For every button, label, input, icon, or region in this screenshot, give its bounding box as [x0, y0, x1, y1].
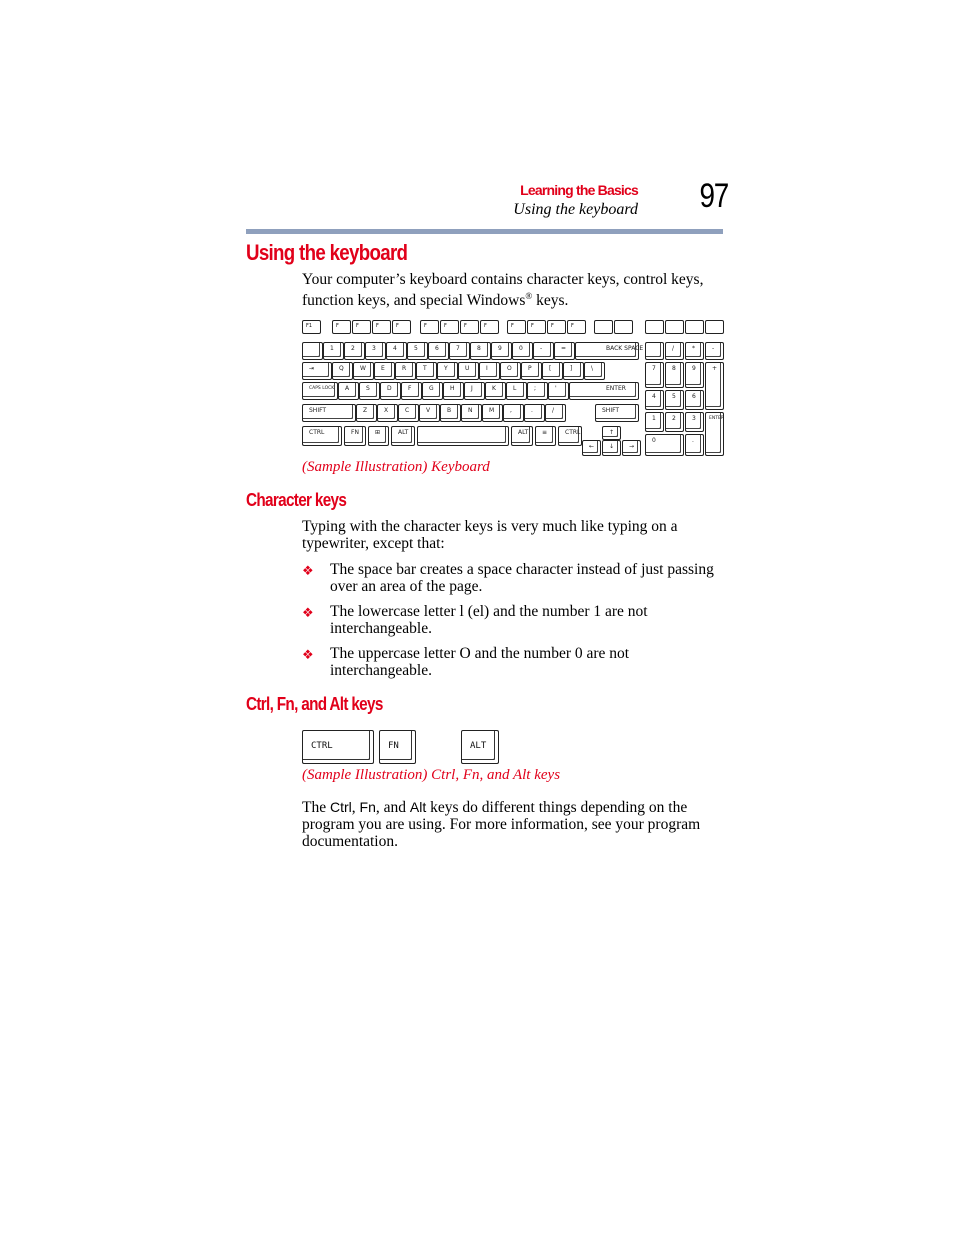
f-key: F [440, 320, 459, 334]
running-header-chapter: Learning the Basics [520, 182, 638, 198]
key-n: N [461, 404, 482, 422]
intro-line-2-end: keys. [532, 292, 569, 310]
ctrl-key: CTRL [302, 730, 374, 764]
key-alt: ALT [391, 426, 415, 446]
prtsc-key [594, 320, 613, 334]
key-w: W [353, 362, 374, 380]
key-d: D [380, 382, 401, 400]
nav-key [685, 320, 704, 334]
list-item-text [330, 603, 725, 637]
modifier-keys-line-3: documentation. [302, 833, 398, 850]
key-fn: FN [344, 426, 366, 446]
text-span: , [351, 799, 360, 816]
character-keys-paragraph [302, 518, 722, 552]
pause-key [614, 320, 633, 334]
list-item-line: The space bar creates a space character instead of just passing [330, 561, 714, 578]
list-item-text [330, 645, 725, 679]
list-item-line: interchangeable. [330, 620, 432, 637]
keyboard-caption: (Sample Illustration) Keyboard [302, 459, 490, 475]
intro-line-2 [302, 288, 722, 309]
f-key: F [420, 320, 439, 334]
key-menu: ≡ [535, 426, 556, 446]
key-bracket: [ [542, 362, 563, 380]
key-m: M [482, 404, 503, 422]
key-backtick [302, 342, 323, 360]
key-windows: ⊞ [368, 426, 389, 446]
key-left-arrow: ← [582, 440, 601, 456]
key-right-arrow: → [622, 440, 641, 456]
text-span: The [302, 799, 330, 816]
key-s: S [359, 382, 380, 400]
modifier-keys-line-2: program you are using. For more information, see your program [302, 816, 701, 833]
list-item-line: interchangeable. [330, 662, 432, 679]
key-number: 2 [344, 342, 365, 360]
key-spacebar [417, 426, 509, 446]
key-r: R [395, 362, 416, 380]
key-alt-right: ALT [511, 426, 533, 446]
key-period: . [524, 404, 545, 422]
key-v: V [419, 404, 440, 422]
key-h: H [443, 382, 464, 400]
numpad-key: 4 [645, 390, 664, 410]
header-rule [246, 229, 723, 234]
key-left-shift: SHIFT [302, 404, 356, 422]
ctrl-key-name: Ctrl [329, 799, 352, 815]
key-number: 4 [386, 342, 407, 360]
key-quote: ' [548, 382, 569, 400]
esc-key: F1 [302, 320, 321, 334]
numpad-key: 9 [685, 362, 704, 388]
key-up-arrow: ↑ [602, 426, 621, 440]
bullet-icon: ❖ [302, 605, 314, 620]
key-u: U [458, 362, 479, 380]
list-item-line: over an area of the page. [330, 578, 483, 595]
numpad-key [645, 342, 664, 360]
intro-paragraph [302, 271, 722, 309]
numpad-key: 6 [685, 390, 704, 410]
key-enter: ENTER [569, 382, 639, 400]
key-t: T [416, 362, 437, 380]
key-backslash: \ [584, 362, 605, 380]
key-semicolon: ; [527, 382, 548, 400]
numpad-plus: + [705, 362, 724, 410]
character-keys-line-1: Typing with the character keys is very much like typing on a [302, 518, 678, 535]
alt-key-name: Alt [409, 799, 427, 815]
modifier-keys-line-1 [302, 799, 722, 816]
key-number: 0 [512, 342, 533, 360]
key-x: X [377, 404, 398, 422]
character-keys-list [302, 561, 722, 687]
f-key: F [332, 320, 351, 334]
text-span: keys do different things depending on the [426, 799, 688, 816]
numpad-key: 1 [645, 412, 664, 432]
key-number: 5 [407, 342, 428, 360]
key-number: 6 [428, 342, 449, 360]
numpad-zero: 0 [645, 434, 684, 456]
f-key: F [567, 320, 586, 334]
f-key: F [460, 320, 479, 334]
key-bracket: ] [563, 362, 584, 380]
page-number: 97 [699, 177, 728, 215]
alt-key: ALT [461, 730, 499, 764]
key-l: L [506, 382, 527, 400]
key-b: B [440, 404, 461, 422]
numpad-key: 2 [665, 412, 684, 432]
f-key: F [352, 320, 371, 334]
key-i: I [479, 362, 500, 380]
key-f: F [401, 382, 422, 400]
list-item-text [330, 561, 725, 595]
numpad-key: / [665, 342, 684, 360]
intro-line-2-text: function keys, and special Windows [302, 292, 526, 310]
numpad-key: * [685, 342, 704, 360]
list-item-line: The uppercase letter O and the number 0 are not [330, 645, 630, 662]
bullet-icon: ❖ [302, 647, 314, 662]
modifier-keys-illustration [302, 730, 502, 766]
numpad-key: 5 [665, 390, 684, 410]
key-tab: ⇥ [302, 362, 332, 380]
numpad-key: - [705, 342, 724, 360]
intro-line-1: Your computer’s keyboard contains character keys, control keys, [302, 271, 704, 288]
key-ctrl: CTRL [302, 426, 342, 446]
key-q: Q [332, 362, 353, 380]
character-keys-heading: Character keys [246, 490, 347, 510]
registered-mark: ® [525, 291, 533, 301]
numpad-decimal: . [685, 434, 704, 456]
key-e: E [374, 362, 395, 380]
f-key: F [480, 320, 499, 334]
list-item-line: The lowercase letter l (el) and the number 1 are not [330, 603, 648, 620]
nav-key [705, 320, 724, 334]
modifier-keys-caption: (Sample Illustration) Ctrl, Fn, and Alt keys [302, 767, 561, 783]
modifier-keys-paragraph [302, 799, 722, 850]
numpad-enter: ENTER [705, 412, 724, 456]
key-a: A [338, 382, 359, 400]
key-z: Z [356, 404, 377, 422]
key-o: O [500, 362, 521, 380]
key-comma: , [503, 404, 524, 422]
key-g: G [422, 382, 443, 400]
key-j: J [464, 382, 485, 400]
key-number: 3 [365, 342, 386, 360]
list-item [302, 645, 722, 687]
f-key: F [372, 320, 391, 334]
key-p: P [521, 362, 542, 380]
key-down-arrow: ↓ [602, 440, 621, 456]
key-minus: - [533, 342, 554, 360]
key-number: 1 [323, 342, 344, 360]
key-c: C [398, 404, 419, 422]
numpad-key: 8 [665, 362, 684, 388]
modifier-keys-heading: Ctrl, Fn, and Alt keys [246, 694, 383, 714]
key-capslock: CAPS LOCK [302, 382, 338, 400]
character-keys-line-2: typewriter, except that: [302, 535, 445, 552]
list-item [302, 561, 722, 603]
key-number: 9 [491, 342, 512, 360]
bullet-icon: ❖ [302, 563, 314, 578]
key-k: K [485, 382, 506, 400]
f-key: F [392, 320, 411, 334]
key-slash: / [545, 404, 566, 422]
nav-key [645, 320, 664, 334]
key-number: 7 [449, 342, 470, 360]
numpad-key: 7 [645, 362, 664, 388]
key-number: 8 [470, 342, 491, 360]
keyboard-illustration [300, 318, 722, 458]
key-y: Y [437, 362, 458, 380]
running-header-section: Using the keyboard [513, 201, 638, 218]
list-item [302, 603, 722, 645]
section-title: Using the keyboard [246, 240, 408, 265]
key-backspace: BACK SPACE [575, 342, 639, 360]
text-span: , and [375, 799, 410, 816]
nav-key [665, 320, 684, 334]
fn-key: FN [379, 730, 416, 764]
key-ctrl-right: CTRL [558, 426, 582, 446]
numpad-key: 3 [685, 412, 704, 432]
f-key: F [547, 320, 566, 334]
key-equals: = [554, 342, 575, 360]
f-key: F [527, 320, 546, 334]
key-right-shift: SHIFT [595, 404, 639, 422]
f-key: F [507, 320, 526, 334]
fn-key-name: Fn [359, 799, 376, 815]
